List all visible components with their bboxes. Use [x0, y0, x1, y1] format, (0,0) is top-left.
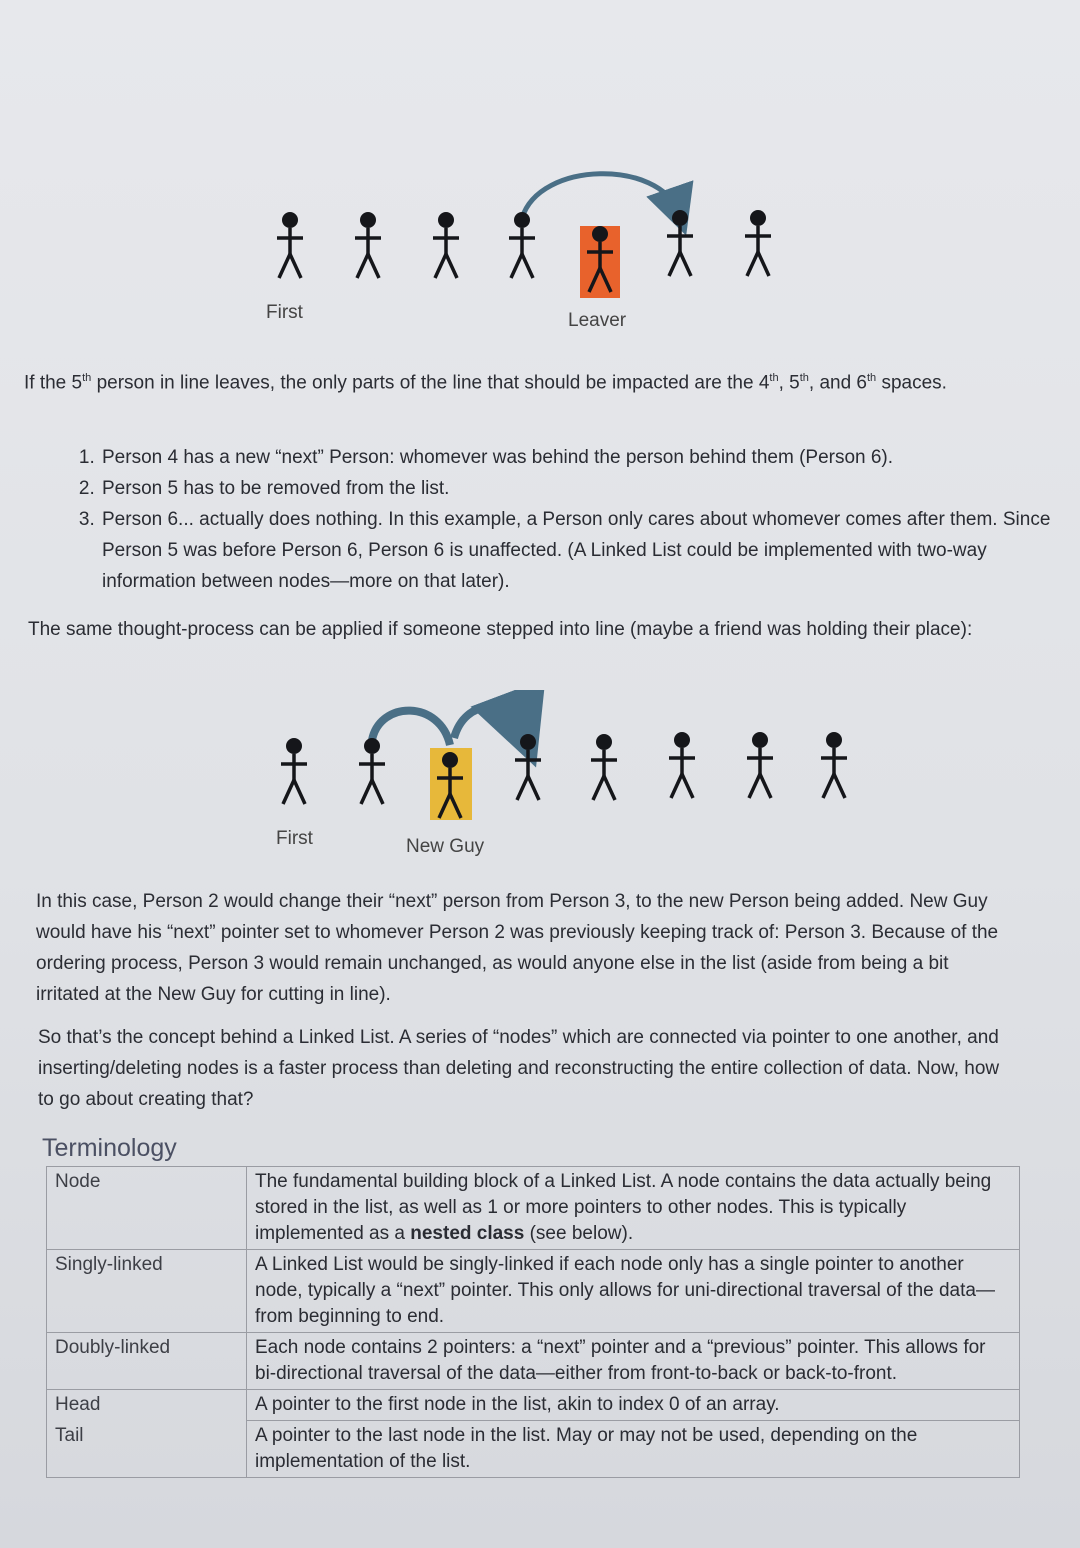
term-cell: Node — [47, 1167, 247, 1250]
caption-first: First — [276, 828, 313, 849]
definition-cell: A pointer to the first node in the list, akin to index 0 of an array. — [247, 1390, 1020, 1421]
step-item: 3. Person 6... actually does nothing. In this example, a Person only cares about whomever comes after them. Since Person 5 was before Person 6, Person 6 is unaffected. (A Linked List could be implemented with two-way information between nodes—more on that later). — [100, 504, 1060, 597]
definition-cell: A pointer to the last node in the list. May or may not be used, depending on the implementation of the list. — [247, 1421, 1020, 1478]
definition-cell: A Linked List would be singly-linked if each node only has a single pointer to another node, typically a “next” pointer. This only allows for uni-directional traversal of the data—from beginning to end. — [247, 1250, 1020, 1333]
intro-text-4: , and 6 — [808, 372, 867, 394]
person-1 — [277, 212, 303, 278]
person-2 — [359, 738, 385, 804]
definition-text: The fundamental building block of a Linked List. A node contains the data actually being stored in the list, as well as 1 or more pointers to other nodes. This is typically implemented as a — [255, 1171, 992, 1244]
term-cell: Singly-linked — [47, 1250, 247, 1333]
person-6 — [667, 210, 693, 276]
leaver-diagram — [0, 160, 1080, 340]
steps-list — [60, 442, 1060, 597]
caption-leaver: Leaver — [568, 310, 627, 331]
person-1 — [281, 738, 307, 804]
person-3 — [433, 212, 459, 278]
person-2 — [355, 212, 381, 278]
step-item: 2. Person 5 has to be removed from the list. — [100, 473, 1060, 504]
person-4 — [591, 734, 617, 800]
definition-cell — [247, 1167, 1020, 1250]
intro-text-1: If the 5 — [24, 372, 83, 394]
transition-paragraph: The same thought-process can be applied if someone stepped into line (maybe a friend was holding their place): — [28, 619, 973, 640]
intro-text-3: , 5 — [778, 372, 800, 394]
term-cell: Tail — [47, 1421, 247, 1478]
term-cell: Doubly-linked — [47, 1333, 247, 1390]
caption-first: First — [266, 302, 303, 323]
person-4 — [509, 212, 535, 278]
table-row — [47, 1390, 1020, 1421]
intro-sup-3: th — [799, 372, 809, 384]
insert-explanation: In this case, Person 2 would change their “next” person from Person 3, to the new Person being added. New Guy would have his “next” pointer set to whomever Person 2 was previously keeping track of: Person 3. Because of the ordering process, Person 3 would remain unchanged, as would anyone else in the list (aside from being a bit irritated at the New Guy for cutting in line). — [36, 891, 999, 1005]
person-7 — [821, 732, 847, 798]
terminology-heading: Terminology — [42, 1134, 177, 1162]
arrow-to-new-guy — [372, 711, 450, 745]
intro-paragraph — [24, 363, 1024, 398]
person-3 — [515, 734, 541, 800]
table-row — [47, 1333, 1020, 1390]
new-guy-diagram — [0, 690, 1080, 860]
definition-cell: Each node contains 2 pointers: a “next” pointer and a “previous” pointer. This allows for bi-directional traversal of the data—either from front-to-back or back-to-front. — [247, 1333, 1020, 1390]
intro-text-5: spaces. — [876, 372, 947, 394]
intro-sup-1: th — [82, 372, 92, 384]
concept-summary: So that’s the concept behind a Linked List. A series of “nodes” which are connected via pointer to one another, and inserting/deleting nodes is a faster process than deleting and reconstructing the entire collection of data. Now, how to go about creating that? — [38, 1027, 1000, 1110]
intro-sup-2: th — [769, 372, 779, 384]
person-5 — [669, 732, 695, 798]
term-cell: Head — [47, 1390, 247, 1421]
caption-new-guy: New Guy — [406, 836, 485, 857]
step-item: 1. Person 4 has a new “next” Person: whomever was behind the person behind them (Person 6). — [100, 442, 1060, 473]
person-7 — [745, 210, 771, 276]
person-6 — [747, 732, 773, 798]
table-row — [47, 1250, 1020, 1333]
definition-text-end: (see below). — [524, 1223, 634, 1244]
new-guy-figure — [0, 690, 1080, 860]
table-row — [47, 1167, 1020, 1250]
terminology-table — [46, 1166, 1020, 1478]
table-row — [47, 1421, 1020, 1478]
intro-text-2: person in line leaves, the only parts of the line that should be impacted are the 4 — [91, 372, 770, 394]
arrow-to-person-3 — [454, 707, 522, 738]
leaver-figure — [0, 160, 1080, 340]
skip-arrow — [522, 174, 678, 218]
definition-bold: nested class — [410, 1223, 525, 1244]
intro-sup-4: th — [867, 372, 877, 384]
